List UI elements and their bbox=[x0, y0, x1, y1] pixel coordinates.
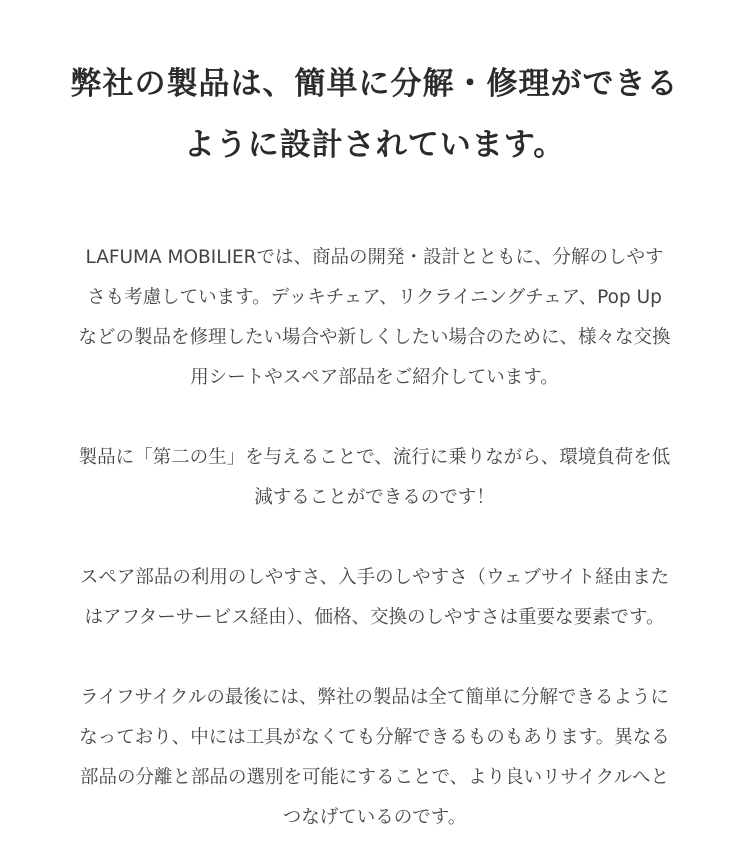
paragraph-line: LAFUMA MOBILIERでは、商品の開発・設計とともに、分解のしやす bbox=[85, 247, 664, 268]
paragraph-spare-parts bbox=[52, 558, 697, 638]
title-line-2: ように設計されています。 bbox=[183, 127, 566, 163]
paragraph-line: はアフターサービス経由）、価格、交換のしやすさは重要な要素です。 bbox=[84, 607, 665, 628]
title-line-1: 弊社の製品は、簡単に分解・修理ができる bbox=[70, 66, 679, 102]
paragraph-lifecycle bbox=[52, 678, 697, 838]
paragraph-line: なっており、中には工具がなくても分解できるものもあります。異なる bbox=[79, 727, 670, 748]
paragraph-line: つなげているのです。 bbox=[282, 807, 467, 828]
paragraph-line: ライフサイクルの最後には、弊社の製品は全て簡単に分解できるように bbox=[80, 687, 669, 708]
paragraph-line: などの製品を修理したい場合や新しくしたい場合のために、様々な交換 bbox=[78, 327, 671, 348]
paragraph-line: さも考慮しています。デッキチェア、リクライニングチェア、Pop Up bbox=[87, 287, 662, 308]
paragraph-line: 部品の分離と部品の選別を可能にすることで、より良いリサイクルへと bbox=[79, 767, 670, 788]
paragraph-line: 減することができるのです！ bbox=[254, 487, 495, 508]
paragraph-line: 用シートやスペア部品をご紹介しています。 bbox=[190, 367, 559, 388]
paragraph-line: スペア部品の利用のしやすさ、入手のしやすさ（ウェブサイト経由また bbox=[79, 567, 670, 588]
paragraph-intro bbox=[52, 238, 697, 398]
paragraph-second-life bbox=[52, 438, 697, 518]
paragraph-line: 製品に「第二の生」を与えることで、流行に乗りながら、環境負荷を低 bbox=[78, 447, 671, 468]
page-title bbox=[0, 54, 749, 176]
body-text bbox=[0, 238, 749, 838]
